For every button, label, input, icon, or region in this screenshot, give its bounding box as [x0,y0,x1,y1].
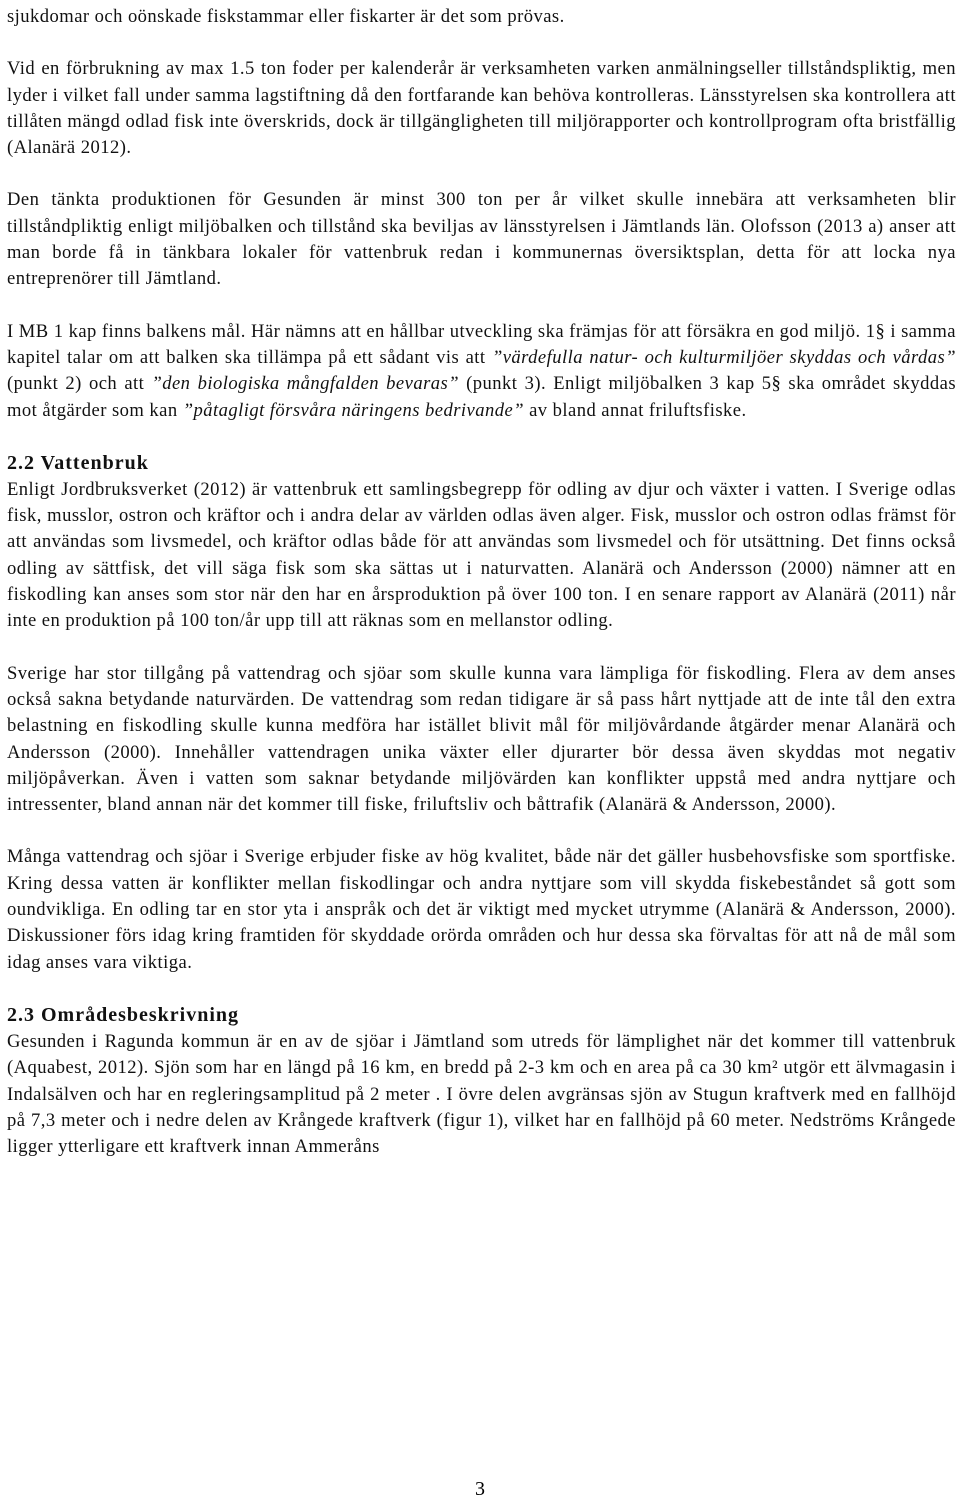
paragraph-aquaculture-definition: Enligt Jordbruksverket (2012) är vattenbruk ett samlingsbegrepp för odling av djur och växter i vatten. I Sverige odlas fisk, musslor, ostron och kräftor och i andra delar av världen odlas även alger. Fisk, musslor och ostron odlas främst för att användas som livsmedel, och kräftor odlas både för att användas som livsmedel och för utsättning. Det finns också odling av sättfisk, det vill säga fisk som ska sättas ut i naturvatten. Alanärä och Andersson (2000) nämner att en fiskodling kan anses som stor när den har en årsproduktion på över 100 ton. I en senare rapport av Alanärä (2011) når inte en produktion på 100 ton/år upp till att räknas som en mellanstor odling. [7,478,956,632]
quote-industry-operation: ”påtagligt försvåra näringens bedrivande” [182,399,524,421]
paragraph-environmental-code: I MB 1 kap finns balkens mål. Här nämns att en hållbar utveckling ska främjas för att försäkra en god miljö. 1§ i samma kapitel talar om att balken ska tillämpa på ett sådant vis att ”värdefulla natur- och kulturmiljöer skyddas och vårdas” (punkt 2) och att ”den biologiska mångfalden bevaras” (punkt 3). Enligt miljöbalken 3 kap 5§ ska området skyddas mot åtgärder som kan ”påtagligt försvåra näringens bedrivande” av bland annat friluftsfiske. [7,320,957,421]
paragraph-gesunden-description: Gesunden i Ragunda kommun är en av de sjöar i Jämtland som utreds för lämplighet när det kommer till vattenbruk (Aquabest, 2012). Sjön som har en längd på 16 km, en bredd på 2-3 km och en area på ca 30 km² utgör ett älvmagasin i Indalsälven och har en regleringsamplitud på 2 meter . I övre delen avgränsas sjön av Stugun kraftverk med en fallhöjd på 7,3 meter och i nedre delen av Krångede kraftverk (figur 1), vilket har en fallhöjd på 60 meter. Nedströms Krångede ligger ytterligare ett kraftverk innan Ammeråns [7,1030,956,1158]
paragraph-planned-production: Den tänkta produktionen för Gesunden är minst 300 ton per år vilket skulle innebära att verksamheten blir tillståndpliktig enligt miljöbalken och tillstånd ska beviljas av länsstyrelsen i Jämtlands län. Olofsson (2013 a) anser att man borde få in tänkbara lokaler för vattenbruk redan i kommunernas översiktsplan, detta för att locka nya entreprenörer till Jämtland. [7,189,956,290]
paragraph-feed-consumption: Vid en förbrukning av max 1.5 ton foder per kalenderår är verksamheten varken anmälningseller tillståndspliktig, men lyder i vilket fall under samma lagstiftning då den fortfarande kan behöva kontrolleras. Länsstyrelsen ska kontrollera att tillåten mängd odlad fisk inte överskrids, dock är tillgängligheten till miljörapporter och kontrollprogram ofta bristfällig (Alanärä 2012). [7,58,956,159]
paragraph-fishing-conflicts: Många vattendrag och sjöar i Sverige erbjuder fiske av hög kvalitet, både när det gäller husbehovsfiske som sportfiske. Kring dessa vatten är konflikter mellan fiskodlingar och andra nyttjare som vill skydda fiskebeståndet så gott som oundvikliga. En odling tar en stor yta i anspråk och det är viktigt med mycket utrymme (Alanärä & Andersson, 2000). Diskussioner förs idag kring framtiden för skyddade orörda områden och hur dessa ska förvaltas för att nå de mål som idag anses vara viktiga. [7,846,956,973]
section-heading-vattenbruk: 2.2 Vattenbruk [7,451,149,474]
quote-biodiversity: ”den biologiska mångfalden bevaras” [151,373,459,395]
page-number: 3 [475,1478,485,1500]
section-heading-omradesbeskrivning: 2.3 Områdesbeskrivning [7,1003,240,1026]
paragraph-intro-fragment: sjukdomar och oönskade fiskstammar eller fiskarter är det som prövas. [7,6,565,27]
quote-valuable-environments: ”värdefulla natur- och kulturmiljöer skyddas och vårdas” [491,346,956,368]
paragraph-sweden-waters: Sverige har stor tillgång på vattendrag och sjöar som skulle kunna vara lämpliga för fiskodling. Flera av dem anses också sakna betydande naturvärden. De vattendrag som redan tidigare är så pass hårt nyttjade att de inte tål den extra belastning en fiskodling skulle kunna medföra har istället blivit mål för miljövårdande åtgärder menar Alanärä och Andersson (2000). Innehåller vattendragen unika växter eller djurarter bör dessa även skyddas mot negativ miljöpåverkan. Även i vatten som saknar betydande miljövärden kan konflikter uppstå med andra nyttjare och intressenter, bland annan när det kommer till fiske, friluftsliv och båttrafik (Alanärä & Andersson, 2000). [7,662,956,816]
